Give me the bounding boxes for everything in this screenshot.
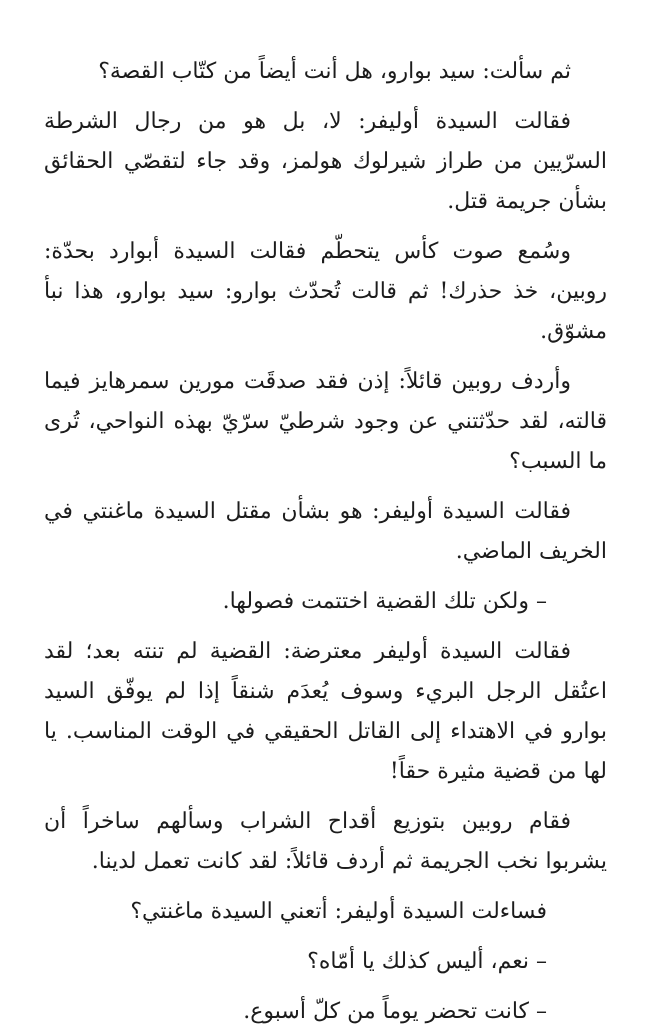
dialogue-line: – نعم، أليس كذلك يا أمّاه؟ [307, 949, 547, 974]
paragraph: فقالت السيدة أوليفر معترضة: القضية لم تنته بعد؛ لقد اعتُقل الرجل البريء وسوف يُعدَم شنقاً إذا لم يوفّق السيد بوارو في الاهتداء إلى القاتل الحقيقي في الوقت المناسب. يا لها من قضية مثيرة حقاً! [44, 639, 607, 784]
paragraph: فقالت السيدة أوليفر: لا، بل هو من رجال الشرطة السرّيين من طراز شيرلوك هولمز، وقد جاء لتقصّي الحقائق بشأن جريمة قتل. [44, 109, 607, 214]
paragraph: وأردف روبين قائلاً: إذن فقد صدقَت مورين سمرهايز فيما قالته، لقد حدّثتني عن وجود شرطيّ سرّيّ بهذه النواحي، تُرى ما السبب؟ [44, 369, 607, 474]
paragraph: وسُمع صوت كأس يتحطّم فقالت السيدة أبوارد بحدّة: روبين، خذ حذرك! ثم قالت تُحدّث بوارو: سيد بوارو، هذا نبأ مشوّق. [44, 239, 607, 344]
dialogue-line: – كانت تحضر يوماً من كلّ أسبوع. [243, 999, 547, 1024]
book-page [44, 52, 607, 1024]
dialogue-line: – ولكن تلك القضية اختتمت فصولها. [222, 589, 547, 614]
paragraph: فقام روبين بتوزيع أقداح الشراب وسألهم ساخراً أن يشربوا نخب الجريمة ثم أردف قائلاً: لقد كانت تعمل لدينا. [44, 809, 607, 874]
paragraph: فقالت السيدة أوليفر: هو بشأن مقتل السيدة ماغنتي في الخريف الماضي. [44, 499, 607, 564]
paragraph: ثم سألت: سيد بوارو، هل أنت أيضاً من كتّاب القصة؟ [98, 59, 571, 84]
dialogue-line: فساءلت السيدة أوليفر: أتعني السيدة ماغنتي؟ [130, 899, 547, 924]
